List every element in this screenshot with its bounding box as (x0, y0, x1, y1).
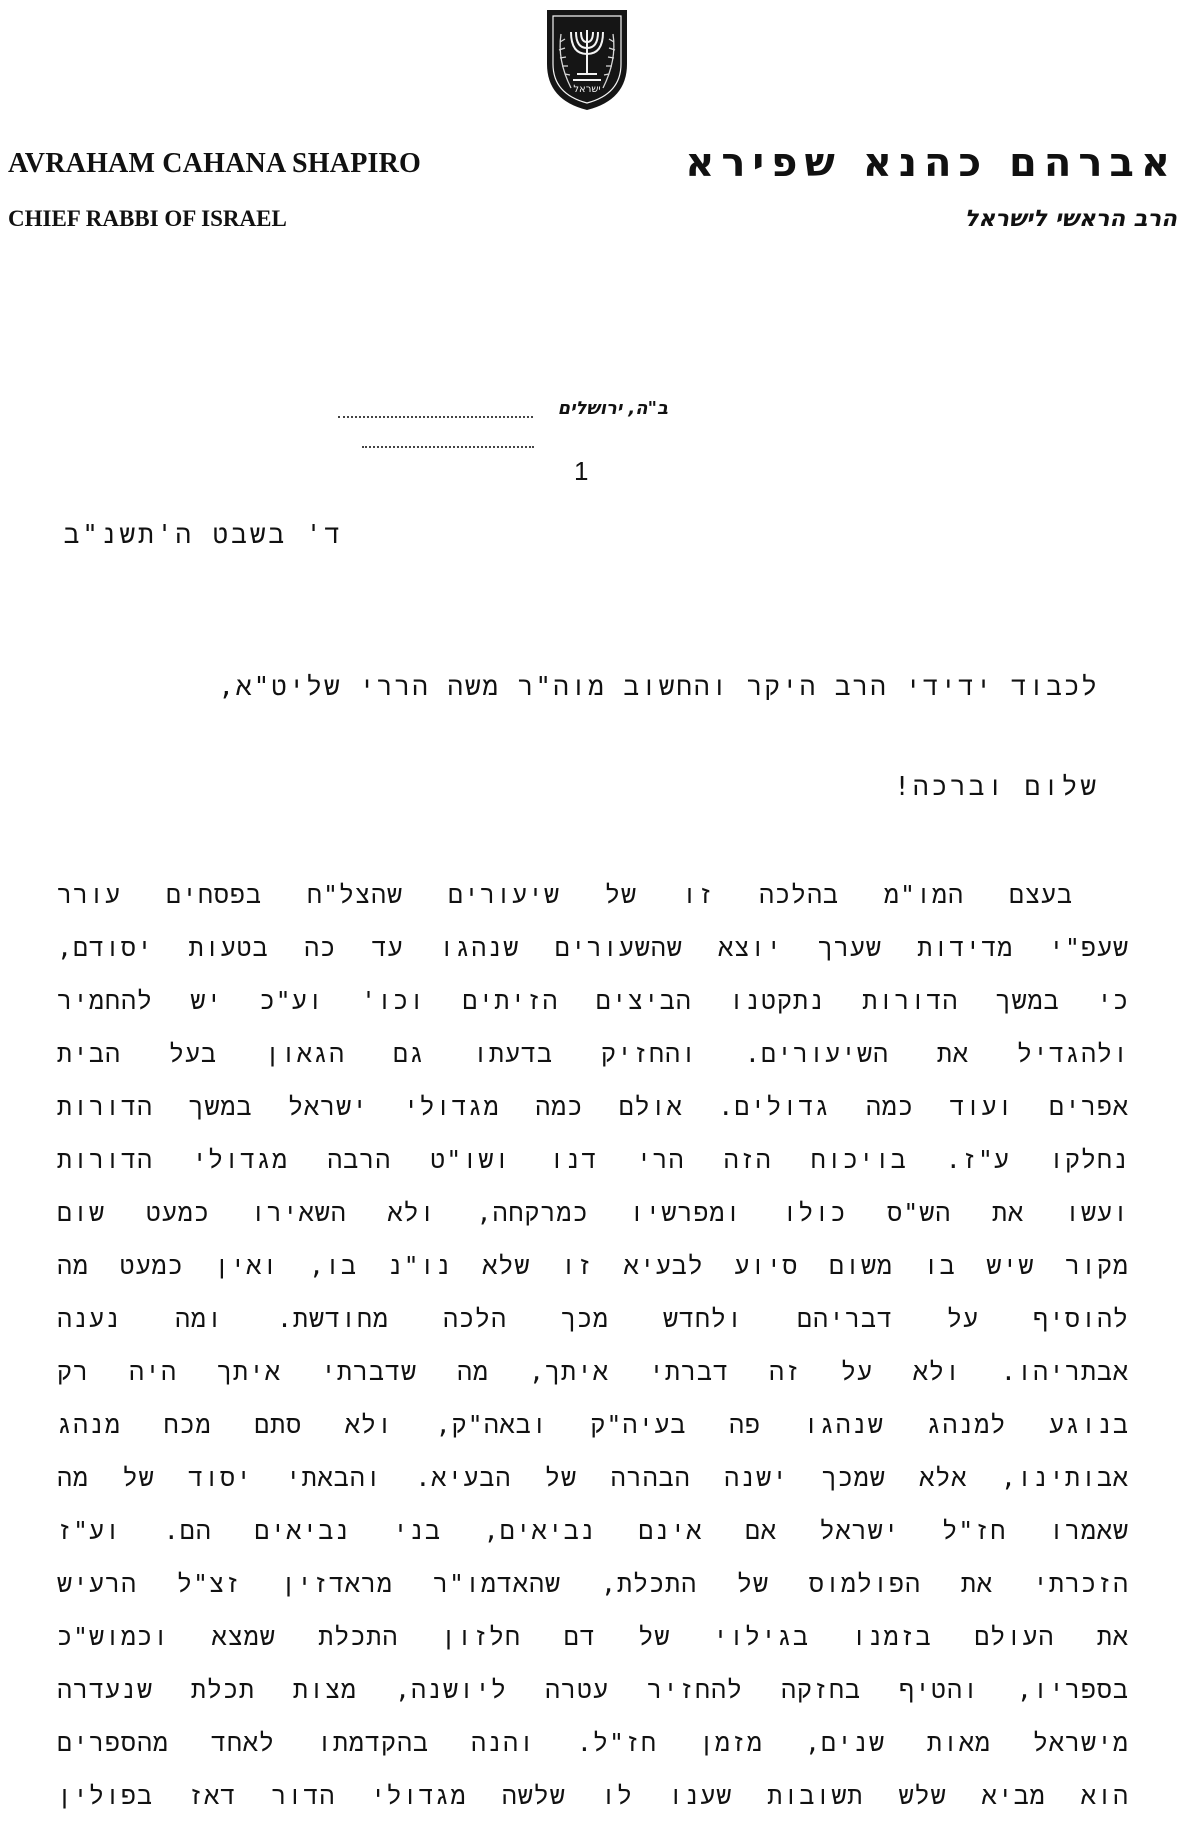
salutation: לכבוד ידידי הרב היקר והחשוב מוה"ר משה הררי שליט"א, (218, 672, 1099, 702)
body-line: שאמרו חז"ל ישראל אם אינם נביאים, בני נביאים הם. וע"ז (57, 1516, 1129, 1545)
body-line: הזכרתי את הפולמוס של התכלת, שהאדמו"ר מראדזין זצ"ל הרעיש (57, 1569, 1129, 1598)
greeting: שלום וברכה! (894, 772, 1099, 802)
body-line: כי במשך הדורות נתקטנו הביצים הזיתים וכו' וע"כ יש להחמיר (57, 986, 1129, 1015)
page-number: 1 (574, 456, 589, 486)
letterhead-name-en: AVRAHAM CAHANA SHAPIRO (8, 148, 422, 179)
place-line (338, 398, 668, 420)
letterhead-name-he: אברהם כהנא שפירא (685, 140, 1177, 186)
letter-date: ד' בשבט ה'תשנ"ב (63, 520, 343, 550)
emblem-text: ישראל (573, 84, 601, 95)
body-line: בספריו, והטיף בחזקה להחזיר עטרה ליושנה, מצות תכלת שנעדרה (57, 1675, 1129, 1704)
body-line: ולהגדיל את השיעורים. והחזיק בדעתו גם הגאון בעל הבית (57, 1039, 1129, 1068)
body-line: מקור שיש בו משום סיוע לבעיא זו שלא נו"נ בו, ואין כמעט מה (57, 1251, 1129, 1280)
body-line: אבותינו, אלא שמכך ישנה הבהרה של הבעיא. והבאתי יסוד של מה (57, 1463, 1129, 1492)
place-label: ב"ה, ירושלים (557, 398, 668, 419)
body-line: שעפ"י מדידות שערך יוצא שהשעורים שנהגו עד כה בטעות יסודם, (57, 933, 1129, 962)
body-line: אבתריהו. ולא על זה דברתי איתך, מה שדברתי איתך היה רק (57, 1357, 1129, 1386)
date-dotted-line (338, 416, 533, 418)
body-line: מישראל מאות שנים, מזמן חז"ל. והנה בהקדמתו לאחד מהספרים (57, 1728, 1129, 1757)
body-line: בנוגע למנהג שנהגו פה בעיה"ק ובאה"ק, ולא סתם מכח מנהג (57, 1410, 1129, 1439)
letterhead-title-he: הרב הראשי לישראל (964, 206, 1177, 232)
letter-body (57, 868, 1129, 1822)
body-line: ועשו את הש"ס כולו ומפרשיו כמרקחה, ולא השאירו כמעט שום (57, 1198, 1129, 1227)
body-line: להוסיף על דבריהם ולחדש מכך הלכה מחודשת. ומה נענה (57, 1304, 1129, 1333)
state-of-israel-emblem-icon (541, 4, 633, 114)
body-line: בעצם המו"מ בהלכה זו של שיעורים שהצל"ח בפסחים עורר (57, 880, 1073, 909)
body-line: אפרים ועוד כמה גדולים. אולם כמה מגדולי ישראל במשך הדורות (57, 1092, 1129, 1121)
reference-dotted-line (362, 446, 534, 448)
body-line: נחלקו ע"ז. בויכוח הזה הרי דנו ושו"ט הרבה מגדולי הדורות (57, 1145, 1129, 1174)
letterhead-title-en: CHIEF RABBI OF ISRAEL (8, 206, 287, 231)
body-line: את העולם בזמנו בגילוי של דם חלזון התכלת שמצא וכמוש"כ (57, 1622, 1129, 1651)
body-line: הוא מביא שלש תשובות שענו לו שלשה מגדולי הדור דאז בפולין (57, 1781, 1129, 1810)
